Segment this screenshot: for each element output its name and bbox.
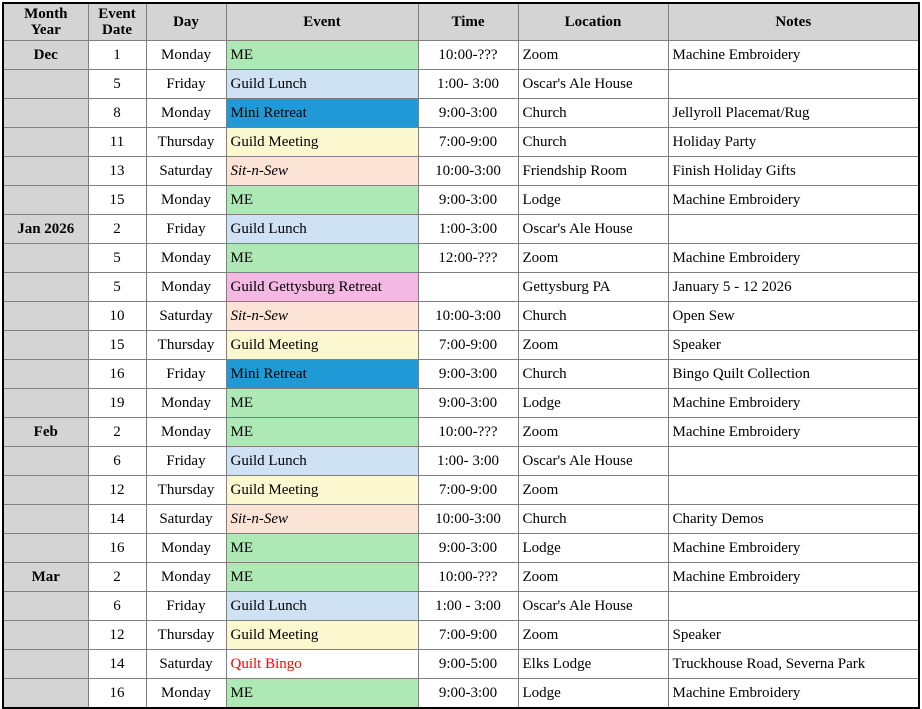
cell-event-date: 1 xyxy=(88,41,146,70)
cell-time: 1:00- 3:00 xyxy=(418,70,518,99)
cell-location: Elks Lodge xyxy=(518,650,668,679)
cell-month-year: Jan 2026 xyxy=(3,215,88,244)
cell-notes: Truckhouse Road, Severna Park xyxy=(668,650,919,679)
cell-location: Church xyxy=(518,99,668,128)
cell-event: Guild Meeting xyxy=(226,476,418,505)
cell-time: 1:00-3:00 xyxy=(418,215,518,244)
table-row xyxy=(3,447,919,476)
col-header-month-line2: Year xyxy=(30,22,61,38)
cell-event: Quilt Bingo xyxy=(226,650,418,679)
cell-event: Mini Retreat xyxy=(226,360,418,389)
cell-month-year xyxy=(3,360,88,389)
cell-location: Zoom xyxy=(518,563,668,592)
cell-time: 9:00-3:00 xyxy=(418,186,518,215)
cell-event: ME xyxy=(226,418,418,447)
cell-location: Church xyxy=(518,302,668,331)
cell-location: Church xyxy=(518,128,668,157)
cell-day: Saturday xyxy=(146,157,226,186)
table-row xyxy=(3,70,919,99)
cell-location: Lodge xyxy=(518,534,668,563)
col-header-eventdate-line2: Date xyxy=(102,22,132,38)
cell-location: Lodge xyxy=(518,389,668,418)
cell-notes xyxy=(668,447,919,476)
cell-event: Guild Meeting xyxy=(226,331,418,360)
cell-event-date: 11 xyxy=(88,128,146,157)
table-header-row xyxy=(3,3,919,41)
cell-time xyxy=(418,273,518,302)
cell-month-year: Mar xyxy=(3,563,88,592)
cell-month-year xyxy=(3,389,88,418)
cell-location: Zoom xyxy=(518,331,668,360)
cell-time: 9:00-5:00 xyxy=(418,650,518,679)
cell-event: Mini Retreat xyxy=(226,99,418,128)
cell-month-year xyxy=(3,476,88,505)
cell-month-year xyxy=(3,244,88,273)
cell-event: ME xyxy=(226,186,418,215)
cell-day: Friday xyxy=(146,215,226,244)
cell-time: 7:00-9:00 xyxy=(418,621,518,650)
table-row xyxy=(3,389,919,418)
cell-time: 7:00-9:00 xyxy=(418,128,518,157)
cell-month-year xyxy=(3,70,88,99)
cell-time: 10:00-??? xyxy=(418,418,518,447)
cell-month-year xyxy=(3,302,88,331)
cell-notes: Machine Embroidery xyxy=(668,389,919,418)
cell-event-date: 6 xyxy=(88,592,146,621)
cell-event: Guild Meeting xyxy=(226,621,418,650)
cell-day: Saturday xyxy=(146,505,226,534)
cell-day: Saturday xyxy=(146,650,226,679)
cell-month-year xyxy=(3,273,88,302)
cell-event: Guild Lunch xyxy=(226,215,418,244)
cell-event-date: 14 xyxy=(88,650,146,679)
cell-time: 9:00-3:00 xyxy=(418,389,518,418)
cell-event-date: 16 xyxy=(88,534,146,563)
cell-month-year xyxy=(3,534,88,563)
cell-notes: Speaker xyxy=(668,331,919,360)
table-row xyxy=(3,302,919,331)
cell-notes xyxy=(668,215,919,244)
cell-time: 7:00-9:00 xyxy=(418,331,518,360)
table-body xyxy=(3,41,919,709)
event-schedule-table xyxy=(2,2,920,709)
cell-day: Friday xyxy=(146,70,226,99)
cell-month-year xyxy=(3,650,88,679)
col-header-location: Location xyxy=(518,3,668,41)
cell-event: Guild Gettysburg Retreat xyxy=(226,273,418,302)
cell-location: Zoom xyxy=(518,244,668,273)
table-row xyxy=(3,244,919,273)
cell-day: Monday xyxy=(146,99,226,128)
table-row xyxy=(3,476,919,505)
cell-notes: Machine Embroidery xyxy=(668,679,919,709)
cell-notes: Machine Embroidery xyxy=(668,244,919,273)
cell-event: Sit-n-Sew xyxy=(226,302,418,331)
cell-location: Zoom xyxy=(518,476,668,505)
cell-notes: Speaker xyxy=(668,621,919,650)
cell-event-date: 10 xyxy=(88,302,146,331)
cell-location: Church xyxy=(518,360,668,389)
cell-notes: Bingo Quilt Collection xyxy=(668,360,919,389)
col-header-month-year xyxy=(3,3,88,41)
table-row xyxy=(3,679,919,709)
col-header-notes: Notes xyxy=(668,3,919,41)
cell-month-year xyxy=(3,679,88,709)
cell-month-year xyxy=(3,128,88,157)
cell-time: 10:00-3:00 xyxy=(418,302,518,331)
cell-notes xyxy=(668,70,919,99)
cell-event: Guild Lunch xyxy=(226,592,418,621)
col-header-event-date xyxy=(88,3,146,41)
cell-event-date: 15 xyxy=(88,186,146,215)
cell-location: Oscar's Ale House xyxy=(518,592,668,621)
cell-time: 10:00-??? xyxy=(418,41,518,70)
calendar-sheet xyxy=(0,2,922,701)
cell-day: Friday xyxy=(146,447,226,476)
cell-month-year xyxy=(3,447,88,476)
cell-month-year xyxy=(3,592,88,621)
table-row xyxy=(3,505,919,534)
cell-time: 1:00- 3:00 xyxy=(418,447,518,476)
cell-location: Zoom xyxy=(518,41,668,70)
cell-time: 10:00-3:00 xyxy=(418,505,518,534)
cell-day: Monday xyxy=(146,41,226,70)
cell-notes: Open Sew xyxy=(668,302,919,331)
col-header-day: Day xyxy=(146,3,226,41)
col-header-month-line1: Month xyxy=(24,6,68,22)
cell-notes xyxy=(668,476,919,505)
cell-day: Thursday xyxy=(146,621,226,650)
cell-time: 12:00-??? xyxy=(418,244,518,273)
table-row xyxy=(3,534,919,563)
table-row xyxy=(3,592,919,621)
table-row xyxy=(3,273,919,302)
cell-event-date: 15 xyxy=(88,331,146,360)
cell-event: ME xyxy=(226,563,418,592)
col-header-event: Event xyxy=(226,3,418,41)
cell-day: Monday xyxy=(146,186,226,215)
cell-event-date: 16 xyxy=(88,360,146,389)
cell-time: 1:00 - 3:00 xyxy=(418,592,518,621)
cell-event-date: 6 xyxy=(88,447,146,476)
cell-time: 10:00-3:00 xyxy=(418,157,518,186)
cell-month-year: Dec xyxy=(3,41,88,70)
cell-day: Monday xyxy=(146,244,226,273)
cell-event-date: 2 xyxy=(88,418,146,447)
cell-event-date: 5 xyxy=(88,273,146,302)
cell-notes: Machine Embroidery xyxy=(668,418,919,447)
cell-location: Lodge xyxy=(518,679,668,709)
table-row xyxy=(3,99,919,128)
table-row xyxy=(3,418,919,447)
cell-notes: Machine Embroidery xyxy=(668,41,919,70)
cell-day: Friday xyxy=(146,592,226,621)
table-row xyxy=(3,215,919,244)
cell-location: Oscar's Ale House xyxy=(518,447,668,476)
cell-month-year xyxy=(3,186,88,215)
cell-notes: Machine Embroidery xyxy=(668,563,919,592)
cell-event: Guild Lunch xyxy=(226,447,418,476)
cell-event-date: 5 xyxy=(88,244,146,273)
table-row xyxy=(3,128,919,157)
cell-day: Monday xyxy=(146,679,226,709)
cell-event: ME xyxy=(226,679,418,709)
col-header-eventdate-line1: Event xyxy=(98,6,136,22)
cell-event-date: 12 xyxy=(88,476,146,505)
cell-notes: Holiday Party xyxy=(668,128,919,157)
cell-time: 9:00-3:00 xyxy=(418,360,518,389)
table-row xyxy=(3,360,919,389)
cell-event: ME xyxy=(226,534,418,563)
cell-time: 9:00-3:00 xyxy=(418,99,518,128)
cell-month-year xyxy=(3,505,88,534)
cell-event: Sit-n-Sew xyxy=(226,157,418,186)
cell-location: Church xyxy=(518,505,668,534)
cell-location: Friendship Room xyxy=(518,157,668,186)
cell-event-date: 16 xyxy=(88,679,146,709)
cell-location: Oscar's Ale House xyxy=(518,70,668,99)
cell-location: Zoom xyxy=(518,418,668,447)
table-row xyxy=(3,650,919,679)
cell-event-date: 8 xyxy=(88,99,146,128)
cell-event-date: 19 xyxy=(88,389,146,418)
cell-day: Monday xyxy=(146,273,226,302)
cell-month-year: Feb xyxy=(3,418,88,447)
table-row xyxy=(3,563,919,592)
cell-day: Saturday xyxy=(146,302,226,331)
cell-notes: Machine Embroidery xyxy=(668,186,919,215)
cell-event: Sit-n-Sew xyxy=(226,505,418,534)
cell-event-date: 5 xyxy=(88,70,146,99)
cell-notes: Machine Embroidery xyxy=(668,534,919,563)
cell-day: Thursday xyxy=(146,476,226,505)
cell-event: ME xyxy=(226,244,418,273)
cell-time: 7:00-9:00 xyxy=(418,476,518,505)
table-row xyxy=(3,331,919,360)
cell-month-year xyxy=(3,331,88,360)
table-row xyxy=(3,157,919,186)
cell-month-year xyxy=(3,621,88,650)
cell-month-year xyxy=(3,157,88,186)
cell-time: 9:00-3:00 xyxy=(418,679,518,709)
cell-location: Lodge xyxy=(518,186,668,215)
cell-time: 10:00-??? xyxy=(418,563,518,592)
cell-day: Monday xyxy=(146,389,226,418)
col-header-time: Time xyxy=(418,3,518,41)
cell-notes: Jellyroll Placemat/Rug xyxy=(668,99,919,128)
cell-event: Guild Lunch xyxy=(226,70,418,99)
cell-event-date: 14 xyxy=(88,505,146,534)
cell-month-year xyxy=(3,99,88,128)
cell-day: Thursday xyxy=(146,128,226,157)
cell-notes xyxy=(668,592,919,621)
cell-event-date: 2 xyxy=(88,215,146,244)
cell-day: Thursday xyxy=(146,331,226,360)
cell-event-date: 2 xyxy=(88,563,146,592)
cell-day: Monday xyxy=(146,563,226,592)
table-row xyxy=(3,621,919,650)
cell-location: Gettysburg PA xyxy=(518,273,668,302)
cell-day: Friday xyxy=(146,360,226,389)
cell-location: Zoom xyxy=(518,621,668,650)
cell-event-date: 12 xyxy=(88,621,146,650)
cell-day: Monday xyxy=(146,418,226,447)
cell-time: 9:00-3:00 xyxy=(418,534,518,563)
table-row xyxy=(3,186,919,215)
cell-notes: Charity Demos xyxy=(668,505,919,534)
cell-notes: January 5 - 12 2026 xyxy=(668,273,919,302)
cell-event: Guild Meeting xyxy=(226,128,418,157)
cell-notes: Finish Holiday Gifts xyxy=(668,157,919,186)
cell-event: ME xyxy=(226,41,418,70)
cell-location: Oscar's Ale House xyxy=(518,215,668,244)
cell-event-date: 13 xyxy=(88,157,146,186)
cell-day: Monday xyxy=(146,534,226,563)
cell-event: ME xyxy=(226,389,418,418)
table-row xyxy=(3,41,919,70)
